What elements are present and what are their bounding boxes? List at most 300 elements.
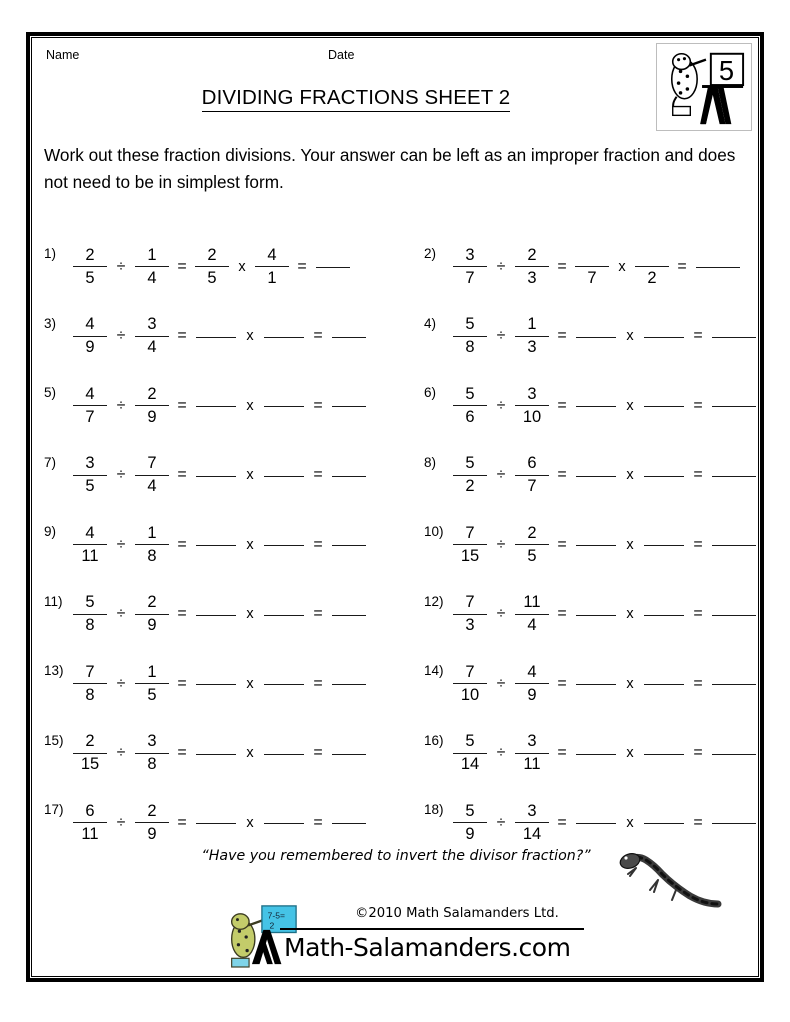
fraction <box>512 524 552 566</box>
problem-7 <box>44 441 429 511</box>
equals-symbol: = <box>557 396 567 414</box>
times-symbol: x <box>626 536 634 553</box>
problem-number: 2) <box>424 246 437 261</box>
fraction-bar <box>515 475 549 476</box>
fraction-denominator: 11 <box>81 824 99 843</box>
answer-blank-first-factor[interactable] <box>576 476 616 477</box>
answer-blank-result[interactable] <box>332 615 366 616</box>
fraction-denominator: 1 <box>267 268 277 287</box>
equals-symbol: = <box>693 535 703 553</box>
fraction-denominator: 8 <box>147 546 157 565</box>
fraction-numerator: 1 <box>527 315 537 334</box>
fraction-denominator: 9 <box>527 685 537 704</box>
fraction-numerator: 2 <box>527 523 537 542</box>
answer-blank-second-factor[interactable] <box>264 337 304 338</box>
fraction-numerator: 7 <box>465 662 475 681</box>
fraction-numerator: 7 <box>147 454 157 473</box>
fraction <box>450 246 490 288</box>
problem-2 <box>424 232 754 302</box>
fraction-denominator: 5 <box>85 477 95 496</box>
answer-blank-first-factor[interactable] <box>196 754 236 755</box>
times-symbol: x <box>246 675 254 692</box>
problem-row <box>36 232 754 302</box>
fraction-denominator: 14 <box>522 824 542 843</box>
fraction-denominator: 9 <box>147 824 157 843</box>
problem-number: 7) <box>44 454 57 470</box>
answer-blank-second-factor[interactable] <box>644 545 684 546</box>
fraction-bar <box>255 266 289 267</box>
fraction-bar <box>515 614 549 615</box>
fraction <box>512 454 552 496</box>
fraction-numerator: 5 <box>465 384 475 403</box>
fraction-denominator: 7 <box>465 268 475 287</box>
fraction-bar <box>73 614 107 615</box>
fraction-numerator: 11 <box>523 593 541 612</box>
fraction <box>70 524 110 566</box>
problem-number: 18) <box>424 802 444 817</box>
answer-blank-second-factor[interactable] <box>644 823 684 824</box>
fraction-numerator: 3 <box>147 315 157 334</box>
answer-blank-second-factor[interactable] <box>644 684 684 685</box>
times-symbol: x <box>246 814 254 831</box>
fraction-denominator: 6 <box>465 407 475 426</box>
copyright-text: ©2010 Math Salamanders Ltd. <box>355 906 559 921</box>
fraction-denominator: 14 <box>460 755 480 774</box>
fraction-denominator: 8 <box>465 338 475 357</box>
divide-symbol: ÷ <box>496 327 506 345</box>
answer-blank-first-factor[interactable] <box>576 545 616 546</box>
fraction-bar <box>453 405 487 406</box>
fraction-denominator: 9 <box>147 616 157 635</box>
times-symbol: x <box>246 397 254 414</box>
fraction-numerator: 2 <box>147 593 157 612</box>
answer-blank-first-factor[interactable] <box>196 545 236 546</box>
equals-symbol: = <box>177 674 187 692</box>
fraction <box>132 802 172 844</box>
problem-row <box>36 649 754 719</box>
fraction-numerator: 5 <box>465 801 475 820</box>
problem-row <box>36 302 754 372</box>
fraction-denominator: 8 <box>85 616 95 635</box>
times-symbol: x <box>246 536 254 553</box>
fraction-denominator: 5 <box>207 268 217 287</box>
fraction-numerator: 5 <box>465 315 475 334</box>
problem-number: 8) <box>424 454 437 470</box>
answer-blank-first-factor[interactable] <box>196 476 236 477</box>
equals-symbol: = <box>313 466 323 484</box>
problem-row <box>36 441 754 511</box>
fraction-numerator: 6 <box>85 801 95 820</box>
fraction-bar <box>73 683 107 684</box>
answer-blank-first-factor[interactable] <box>196 337 236 338</box>
problem-1 <box>44 232 429 302</box>
fraction <box>132 663 172 705</box>
answer-blank-result[interactable] <box>712 615 756 616</box>
equals-symbol: = <box>313 396 323 414</box>
fraction-numerator: 1 <box>147 523 157 542</box>
problem-number: 14) <box>424 663 444 678</box>
problem-number: 1) <box>44 246 57 261</box>
fraction <box>132 593 172 635</box>
fraction-bar <box>515 822 549 823</box>
fraction <box>132 732 172 774</box>
answer-blank-result[interactable] <box>696 267 740 268</box>
problem-number: 11) <box>44 593 63 609</box>
answer-blank-second-factor[interactable] <box>264 406 304 407</box>
problem-number: 16) <box>424 732 444 748</box>
problem-12 <box>424 580 754 650</box>
answer-blank-first-factor[interactable] <box>196 615 236 616</box>
answer-blank-second-factor[interactable] <box>264 754 304 755</box>
fraction-bar <box>73 475 107 476</box>
fraction-bar <box>73 405 107 406</box>
equals-symbol: = <box>693 466 703 484</box>
fraction-bar <box>515 405 549 406</box>
fraction <box>70 246 110 288</box>
fraction-denominator: 3 <box>527 338 537 357</box>
fraction <box>132 246 172 288</box>
svg-text:Math-Salamanders.com: Math-Salamanders.com <box>284 933 571 962</box>
problem-number: 15) <box>44 732 64 748</box>
answer-blank-first-factor[interactable] <box>576 823 616 824</box>
fraction-bar <box>195 266 229 267</box>
problem-row <box>36 580 754 650</box>
page-title <box>36 86 676 110</box>
brand-wordmark <box>284 930 590 964</box>
tip-text: “Have you remembered to invert the divisor fraction?” <box>201 848 591 864</box>
equals-symbol: = <box>313 605 323 623</box>
equals-symbol: = <box>557 674 567 692</box>
problem-number: 3) <box>44 315 57 331</box>
divide-symbol: ÷ <box>496 605 506 623</box>
fraction-bar <box>135 266 169 267</box>
fraction <box>450 802 490 844</box>
fraction <box>512 246 552 288</box>
answer-blank-first-factor[interactable] <box>576 406 616 407</box>
problem-grid <box>36 232 754 858</box>
footer-logo <box>222 904 602 970</box>
fraction <box>450 524 490 566</box>
fraction-denominator: 5 <box>147 685 157 704</box>
fraction-numerator: 3 <box>527 732 537 751</box>
equals-symbol: = <box>693 605 703 623</box>
fraction-bar <box>515 683 549 684</box>
fraction <box>512 593 552 635</box>
fraction <box>450 385 490 427</box>
answer-blank-result[interactable] <box>712 337 756 338</box>
date-label: Date <box>328 48 355 62</box>
equals-symbol: = <box>177 466 187 484</box>
answer-blank-first-factor[interactable] <box>196 684 236 685</box>
equals-symbol: = <box>177 396 187 414</box>
fraction <box>70 802 110 844</box>
problem-10 <box>424 510 754 580</box>
equals-symbol: = <box>693 396 703 414</box>
times-symbol: x <box>238 258 246 275</box>
fraction <box>132 454 172 496</box>
problem-number: 12) <box>424 593 444 609</box>
fraction-bar <box>453 544 487 545</box>
fraction <box>450 593 490 635</box>
fraction-numerator: 7 <box>85 662 95 681</box>
fraction-denominator: 3 <box>465 616 475 635</box>
fraction <box>132 385 172 427</box>
problem-number: 17) <box>44 802 64 817</box>
divide-symbol: ÷ <box>496 535 506 553</box>
fraction-bar <box>73 266 107 267</box>
fraction-denominator: 2 <box>647 268 657 287</box>
page-title-text: DIVIDING FRACTIONS SHEET 2 <box>202 86 511 112</box>
fraction-denominator: 11 <box>523 755 541 774</box>
answer-blank-first-factor[interactable] <box>576 754 616 755</box>
divide-symbol: ÷ <box>116 605 126 623</box>
answer-blank-second-factor[interactable] <box>264 615 304 616</box>
problem-number: 10) <box>424 524 444 539</box>
times-symbol: x <box>626 328 634 345</box>
times-symbol: x <box>618 258 626 275</box>
fraction <box>512 315 552 357</box>
fraction-bar <box>73 544 107 545</box>
fraction-numerator: 4 <box>85 384 95 403</box>
equals-symbol: = <box>297 257 307 275</box>
answer-blank-result[interactable] <box>712 684 756 685</box>
answer-blank-first-factor[interactable] <box>576 615 616 616</box>
equals-symbol: = <box>693 813 703 831</box>
equals-symbol: = <box>557 813 567 831</box>
answer-blank-result[interactable] <box>332 337 366 338</box>
answer-blank-first-factor[interactable] <box>576 684 616 685</box>
answer-blank-first-factor[interactable] <box>196 406 236 407</box>
fraction <box>70 732 110 774</box>
fraction-bar <box>453 266 487 267</box>
times-symbol: x <box>246 328 254 345</box>
fraction-bar <box>135 336 169 337</box>
answer-blank-result[interactable] <box>712 754 756 755</box>
fraction <box>70 454 110 496</box>
answer-blank-result[interactable] <box>712 476 756 477</box>
problem-8 <box>424 441 754 511</box>
answer-blank-result[interactable] <box>332 476 366 477</box>
equals-symbol: = <box>313 327 323 345</box>
fraction-denominator: 9 <box>147 407 157 426</box>
fraction <box>70 593 110 635</box>
answer-blank-result[interactable] <box>712 545 756 546</box>
fraction-bar <box>135 753 169 754</box>
fraction-denominator: 15 <box>460 546 480 565</box>
equals-symbol: = <box>313 744 323 762</box>
fraction-denominator: 7 <box>587 268 597 287</box>
problem-row <box>36 371 754 441</box>
fraction-numerator: 7 <box>465 523 475 542</box>
divide-symbol: ÷ <box>116 744 126 762</box>
fraction <box>512 663 552 705</box>
problem-number: 6) <box>424 385 437 400</box>
answer-blank-result[interactable] <box>332 754 366 755</box>
name-label: Name <box>46 48 80 62</box>
fraction-denominator: 4 <box>147 338 157 357</box>
fraction-denominator: 4 <box>527 616 537 635</box>
svg-text:2: 2 <box>269 920 275 931</box>
fraction-denominator: 8 <box>85 685 95 704</box>
fraction-denominator: 11 <box>81 546 99 565</box>
fraction-bar <box>575 266 609 267</box>
fraction-denominator: 4 <box>147 477 157 496</box>
equals-symbol: = <box>313 813 323 831</box>
answer-blank-second-factor[interactable] <box>264 823 304 824</box>
equals-symbol: = <box>693 327 703 345</box>
fraction-numerator: 4 <box>527 662 537 681</box>
fraction <box>512 385 552 427</box>
fraction-numerator: 5 <box>85 593 95 612</box>
fraction <box>450 732 490 774</box>
divide-symbol: ÷ <box>496 257 506 275</box>
divide-symbol: ÷ <box>496 466 506 484</box>
fraction-numerator: 1 <box>147 662 157 681</box>
divide-symbol: ÷ <box>116 396 126 414</box>
salamander-illustration-icon <box>614 842 734 912</box>
divide-symbol: ÷ <box>116 257 126 275</box>
fraction-denominator: 2 <box>465 477 475 496</box>
times-symbol: x <box>626 606 634 623</box>
problem-13 <box>44 649 429 719</box>
answer-blank-result[interactable] <box>332 823 366 824</box>
fraction-denominator: 7 <box>527 477 537 496</box>
equals-symbol: = <box>177 744 187 762</box>
fraction-bar <box>515 544 549 545</box>
divide-symbol: ÷ <box>116 466 126 484</box>
fraction <box>70 663 110 705</box>
fraction-bar <box>515 266 549 267</box>
fraction-bar <box>73 753 107 754</box>
fraction-numerator: 3 <box>527 384 537 403</box>
fraction-bar <box>73 822 107 823</box>
problem-14 <box>424 649 754 719</box>
equals-symbol: = <box>313 535 323 553</box>
divide-symbol: ÷ <box>116 327 126 345</box>
answer-blank-result[interactable] <box>712 406 756 407</box>
worksheet-content <box>36 42 754 972</box>
fraction <box>632 246 672 288</box>
problem-11 <box>44 580 429 650</box>
problem-6 <box>424 371 754 441</box>
answer-blank-result[interactable] <box>332 545 366 546</box>
equals-symbol: = <box>693 744 703 762</box>
answer-blank-second-factor[interactable] <box>644 476 684 477</box>
times-symbol: x <box>246 745 254 762</box>
fraction-denominator: 8 <box>147 755 157 774</box>
answer-blank-first-factor[interactable] <box>576 337 616 338</box>
answer-blank-second-factor[interactable] <box>644 337 684 338</box>
problem-15 <box>44 719 429 789</box>
problem-4 <box>424 302 754 372</box>
svg-text:7-5=: 7-5= <box>267 910 285 921</box>
fraction <box>572 246 612 288</box>
fraction-bar <box>453 753 487 754</box>
fraction-numerator <box>635 246 669 265</box>
fraction <box>450 454 490 496</box>
fraction <box>450 315 490 357</box>
problem-9 <box>44 510 429 580</box>
fraction-bar <box>135 683 169 684</box>
divide-symbol: ÷ <box>496 674 506 692</box>
problem-5 <box>44 371 429 441</box>
equals-symbol: = <box>557 327 567 345</box>
times-symbol: x <box>246 467 254 484</box>
fraction-bar <box>135 614 169 615</box>
footer-m-icon <box>244 928 296 966</box>
fraction-numerator: 2 <box>147 384 157 403</box>
problem-number: 4) <box>424 315 437 331</box>
fraction-bar <box>135 475 169 476</box>
answer-blank-second-factor[interactable] <box>644 754 684 755</box>
fraction-denominator: 10 <box>522 407 542 426</box>
answer-blank-second-factor[interactable] <box>644 406 684 407</box>
fraction-denominator: 3 <box>527 268 537 287</box>
equals-symbol: = <box>557 535 567 553</box>
divide-symbol: ÷ <box>116 535 126 553</box>
answer-blank-first-factor[interactable] <box>196 823 236 824</box>
answer-blank-result[interactable] <box>316 267 350 268</box>
problem-number: 5) <box>44 385 57 400</box>
times-symbol: x <box>626 814 634 831</box>
fraction-numerator: 6 <box>527 454 537 473</box>
problem-3 <box>44 302 429 372</box>
times-symbol: x <box>626 397 634 414</box>
answer-blank-result[interactable] <box>332 406 366 407</box>
fraction-bar <box>135 544 169 545</box>
divide-symbol: ÷ <box>496 396 506 414</box>
answer-blank-second-factor[interactable] <box>264 476 304 477</box>
fraction-numerator: 3 <box>147 732 157 751</box>
divide-symbol: ÷ <box>116 674 126 692</box>
answer-blank-second-factor[interactable] <box>264 684 304 685</box>
fraction-bar <box>453 336 487 337</box>
fraction-bar <box>453 614 487 615</box>
instructions-text: Work out these fraction divisions. Your answer can be left as an improper fraction and does not need to be in simplest form. <box>44 145 736 192</box>
fraction-denominator: 7 <box>85 407 95 426</box>
equals-symbol: = <box>313 674 323 692</box>
fraction-numerator: 4 <box>85 523 95 542</box>
answer-blank-result[interactable] <box>332 684 366 685</box>
fraction-denominator: 5 <box>527 546 537 565</box>
problem-16 <box>424 719 754 789</box>
fraction-numerator <box>575 246 609 265</box>
problem-row <box>36 510 754 580</box>
problem-row <box>36 719 754 789</box>
answer-blank-second-factor[interactable] <box>264 545 304 546</box>
problem-number: 13) <box>44 663 64 678</box>
fraction-numerator: 2 <box>207 245 217 264</box>
fraction <box>132 524 172 566</box>
equals-symbol: = <box>177 813 187 831</box>
fraction <box>512 802 552 844</box>
divide-symbol: ÷ <box>116 813 126 831</box>
fraction-bar <box>135 822 169 823</box>
answer-blank-result[interactable] <box>712 823 756 824</box>
fraction-bar <box>453 683 487 684</box>
equals-symbol: = <box>177 327 187 345</box>
fraction-denominator: 9 <box>465 824 475 843</box>
svg-text:5: 5 <box>718 55 735 87</box>
problem-number: 9) <box>44 524 57 539</box>
equals-symbol: = <box>677 257 687 275</box>
fraction <box>132 315 172 357</box>
fraction-numerator: 2 <box>85 732 95 751</box>
fraction-numerator: 3 <box>85 454 95 473</box>
fraction-denominator: 15 <box>80 755 100 774</box>
equals-symbol: = <box>693 674 703 692</box>
answer-blank-second-factor[interactable] <box>644 615 684 616</box>
